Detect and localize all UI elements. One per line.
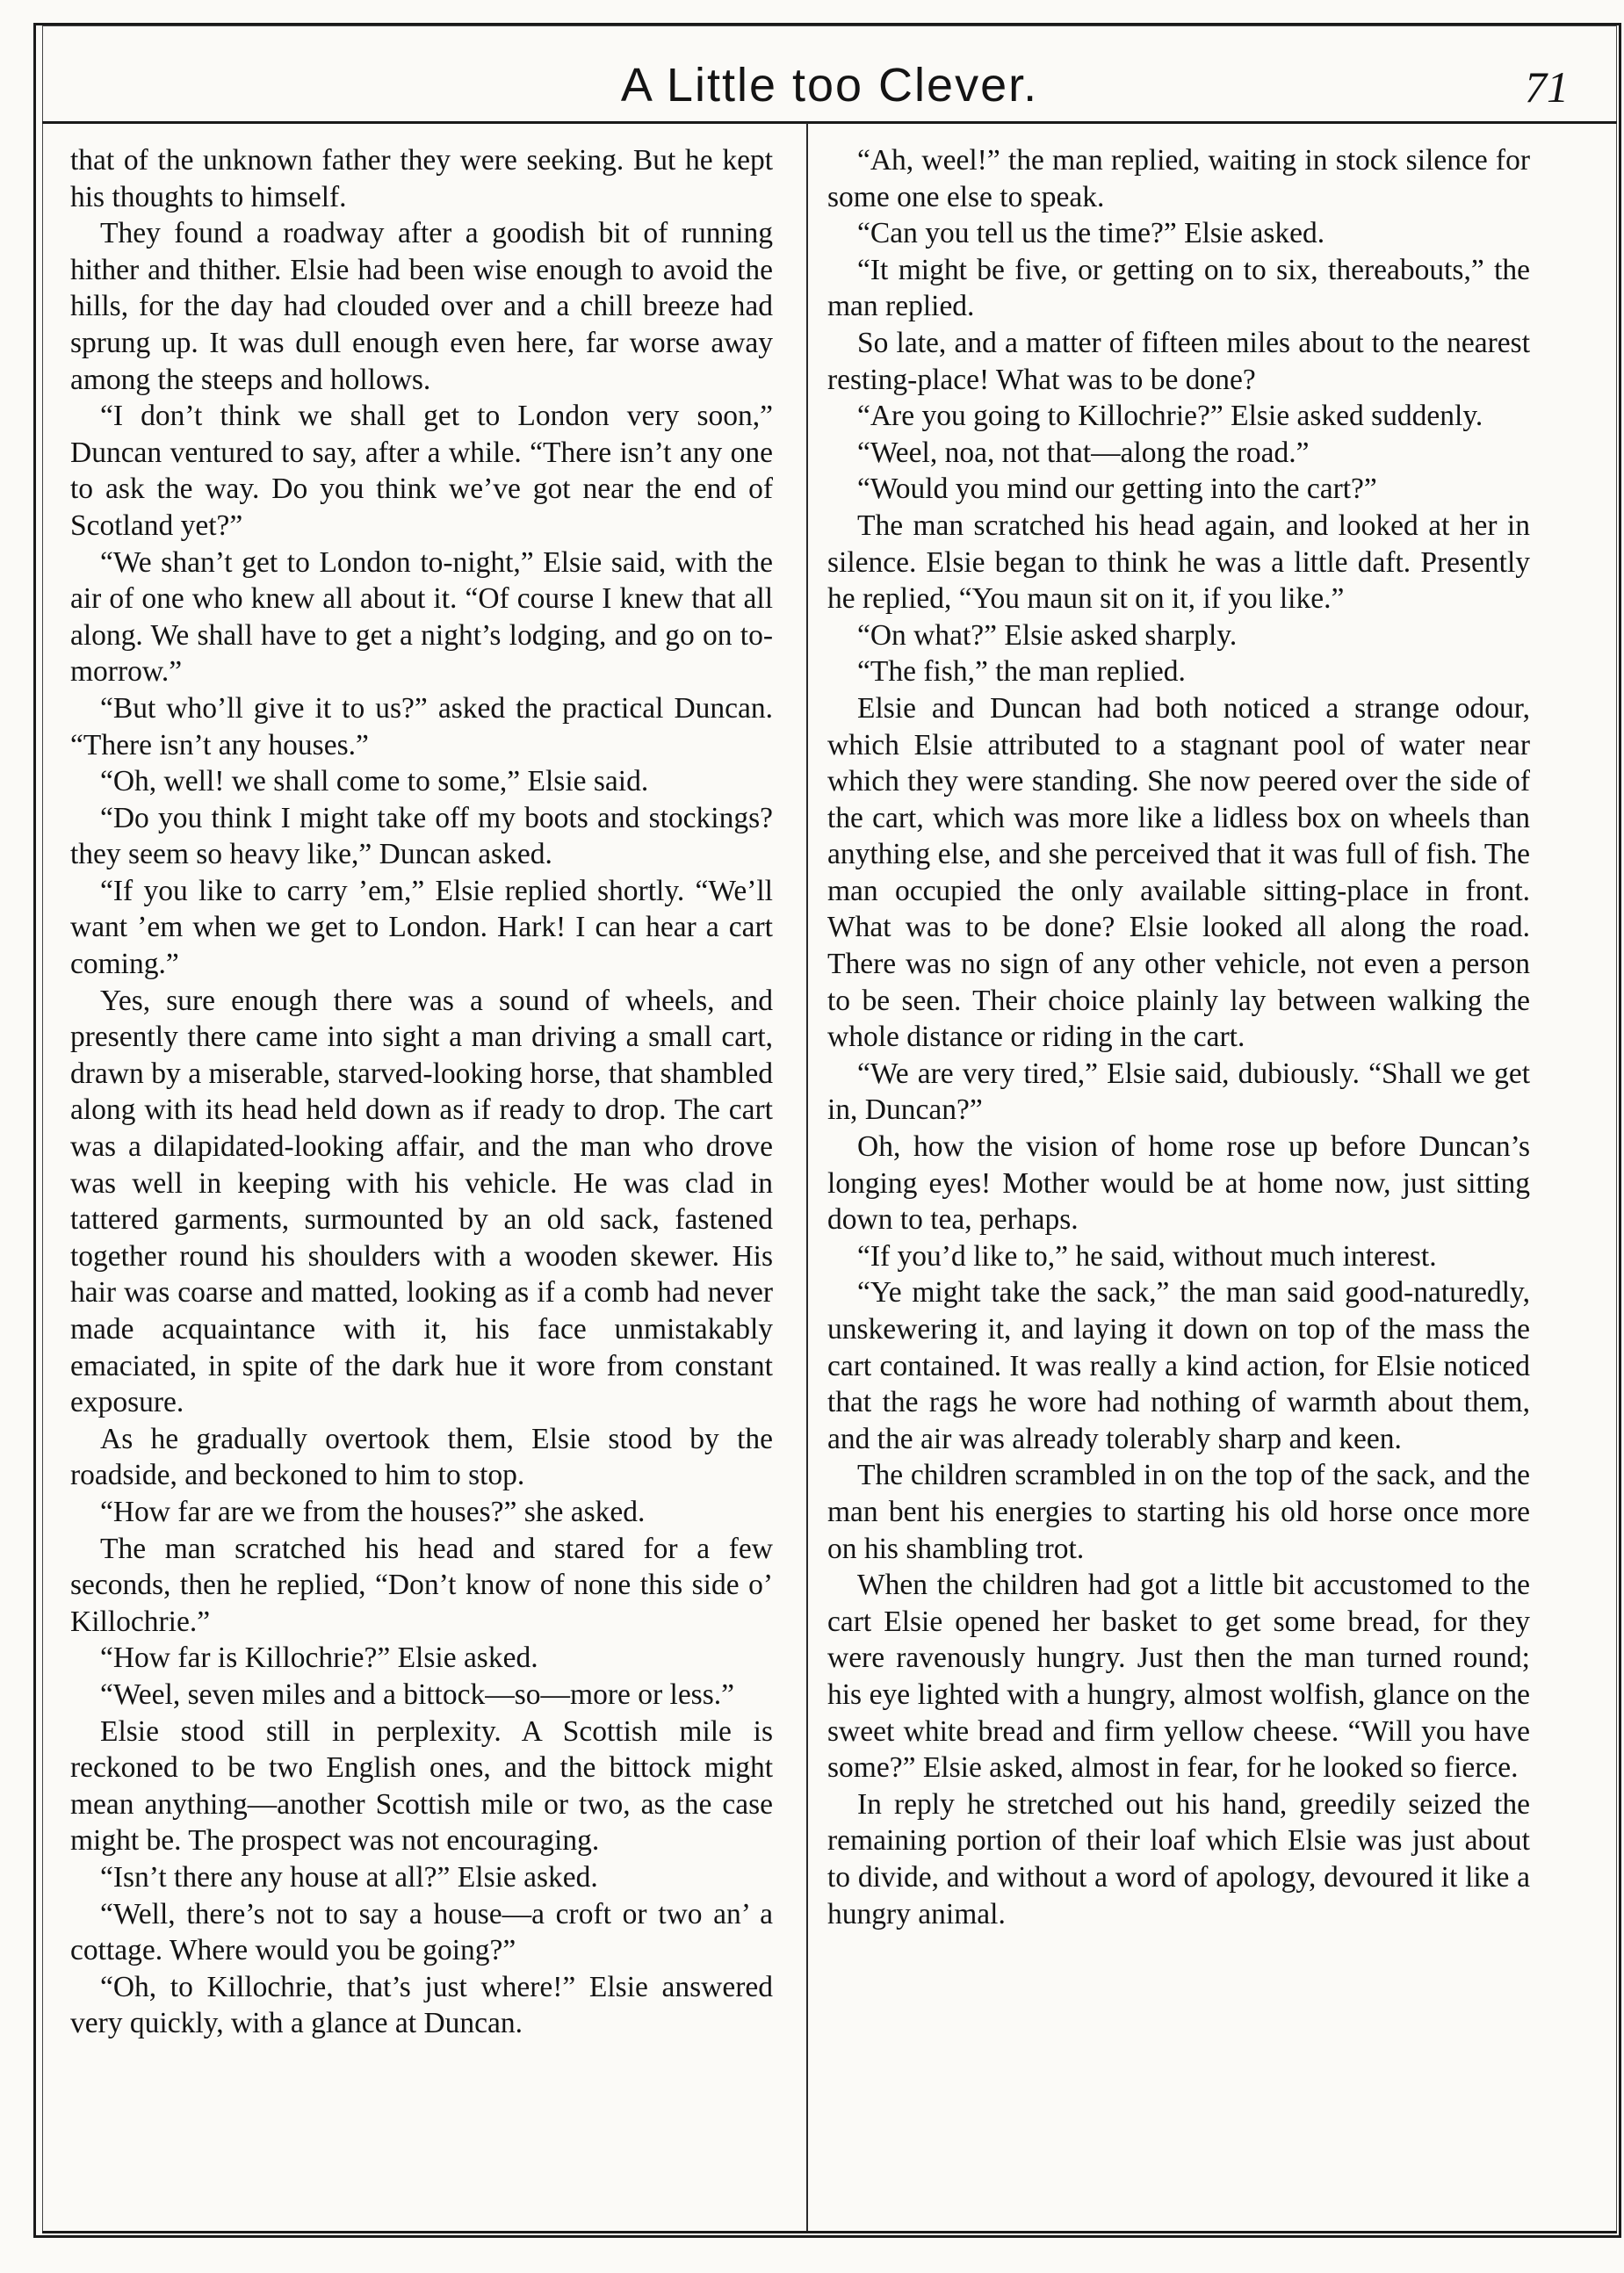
paragraph: They found a roadway after a goodish bit of running hither and thither. Elsie had been wise enough to avoid the hills, for the day had clouded over and a chill breeze had sprung up. It was dull enough even here, far worse away among the steeps and hollows. <box>70 217 773 396</box>
paragraph: “Weel, seven miles and a bittock—so—more or less.” <box>100 1678 735 1711</box>
paragraph: “How far are we from the houses?” she asked. <box>100 1495 646 1528</box>
paragraph: Yes, sure enough there was a sound of wheels, and presently there came into sight a man driving a small cart, drawn by a miserable, starved-looking horse, that shambled along with its head held down as if ready to drop. The cart was a dilapidated-looking affair, and the man who drove was well in keeping with his vehicle. He was clad in tattered garments, surmounted by an old sack, fastened together round his shoulders with a wooden skewer. His hair was coarse and matted, looking as if a comb had never made acquaintance with it, his face unmistakably emaciated, in spite of the dark hue it wore from constant exposure. <box>70 984 773 1419</box>
paragraph: Elsie and Duncan had both noticed a strange odour, which Elsie attributed to a stagnant pool of water near which they were standing. She now peered over the side of the cart, which was more like a lidless box on wheels than anything else, and she perceived that it was full of fish. The man occupied the only available sitting-place in front. What was to be done? Elsie looked all along the road. There was no sign of any other vehicle, not even a person to be seen. Their choice plainly lay between walking the whole distance or riding in the cart. <box>827 691 1530 1054</box>
paragraph: “It might be five, or getting on to six, thereabouts,” the man replied. <box>827 253 1530 323</box>
bottom-rule <box>42 2231 1617 2233</box>
paragraph: “Would you mind our getting into the cart?” <box>857 473 1377 506</box>
paragraph: The man scratched his head again, and looked at her in silence. Elsie began to think he was a little daft. Presently he replied, “You maun sit on it, if you like.” <box>827 509 1530 616</box>
paragraph: “Isn’t there any house at all?” Elsie asked. <box>100 1860 598 1894</box>
paragraph: “But who’ll give it to us?” asked the practical Duncan. “There isn’t any houses.” <box>70 691 773 761</box>
right-column <box>827 142 1530 2145</box>
paragraph: that of the unknown father they were seeking. But he kept his thoughts to himself. <box>70 144 773 213</box>
running-title: A Little too Clever. <box>620 59 1039 112</box>
paragraph: “If you like to carry ’em,” Elsie replied shortly. “We’ll want ’em when we get to London. Hark! I can hear a cart coming.” <box>70 874 773 981</box>
paragraph: “If you’d like to,” he said, without much interest. <box>857 1239 1437 1273</box>
paragraph: “Do you think I might take off my boots and stockings? they seem so heavy like,” Duncan asked. <box>70 801 773 871</box>
paragraph: “We are very tired,” Elsie said, dubiously. “Shall we get in, Duncan?” <box>827 1057 1530 1127</box>
paragraph: “The fish,” the man replied. <box>857 655 1186 689</box>
paragraph: “Ah, weel!” the man replied, waiting in stock silence for some one else to speak. <box>827 144 1530 213</box>
page-number: 71 <box>1525 62 1569 112</box>
paragraph: The man scratched his head and stared for a few seconds, then he replied, “Don’t know of none this side o’ Killochrie.” <box>70 1532 773 1638</box>
paragraph: The children scrambled in on the top of the sack, and the man bent his energies to starting his old horse once more on his shambling trot. <box>827 1459 1530 1565</box>
paragraph: “Ye might take the sack,” the man said good-naturedly, unskewering it, and laying it down on top of the mass the cart contained. It was really a kind action, for Elsie noticed that the rags he wore had nothing of warmth about them, and the air was already tolerably sharp and keen. <box>827 1276 1530 1455</box>
paragraph: “I don’t think we shall get to London very soon,” Duncan ventured to say, after a while. “There isn’t any one to ask the way. Do you think we’ve got near the end of Scotland yet?” <box>70 400 773 542</box>
paragraph: “Can you tell us the time?” Elsie asked. <box>857 217 1325 250</box>
paragraph: So late, and a matter of fifteen miles about to the nearest resting-place! What was to be done? <box>827 326 1530 396</box>
paragraph: “Well, there’s not to say a house—a croft or two an’ a cottage. Where would you be going?” <box>70 1897 773 1967</box>
paragraph: Oh, how the vision of home rose up before Duncan’s longing eyes! Mother would be at home now, just sitting down to tea, perhaps. <box>827 1130 1530 1237</box>
paragraph: When the children had got a little bit accustomed to the cart Elsie opened her basket to get some bread, for they were ravenously hungry. Just then the man turned round; his eye lighted with a hungry, almost wolfish, glance on the sweet white bread and firm yellow cheese. “Will you have some?” Elsie asked, almost in fear, for he looked so fierce. <box>827 1569 1530 1785</box>
paragraph: “On what?” Elsie asked sharply. <box>857 618 1238 652</box>
left-column <box>70 142 773 2145</box>
paragraph: Elsie stood still in perplexity. A Scottish mile is reckoned to be two English ones, and the bittock might mean anything—another Scottish mile or two, as the case might be. The prospect was not encouraging. <box>70 1714 773 1858</box>
paragraph: “How far is Killochrie?” Elsie asked. <box>100 1642 538 1675</box>
paragraph: “Oh, to Killochrie, that’s just where!” Elsie answered very quickly, with a glance at Duncan. <box>70 1970 773 2040</box>
paragraph: “Are you going to Killochrie?” Elsie asked suddenly. <box>857 400 1483 433</box>
paragraph: “Oh, well! we shall come to some,” Elsie said. <box>100 765 649 798</box>
paragraph: As he gradually overtook them, Elsie stood by the roadside, and beckoned to him to stop. <box>70 1422 773 1492</box>
paragraph: “Weel, noa, not that—along the road.” <box>857 436 1310 469</box>
page-header <box>42 42 1617 124</box>
paragraph: “We shan’t get to London to-night,” Elsie said, with the air of one who knew all about it. “Of course I knew that all along. We shall have to get a night’s lodging, and go on to-morrow.” <box>70 545 773 689</box>
paragraph: In reply he stretched out his hand, greedily seized the remaining portion of their loaf which Elsie was just about to divide, and without a word of apology, devoured it like a hungry animal. <box>827 1787 1530 1930</box>
column-divider <box>806 123 808 2233</box>
